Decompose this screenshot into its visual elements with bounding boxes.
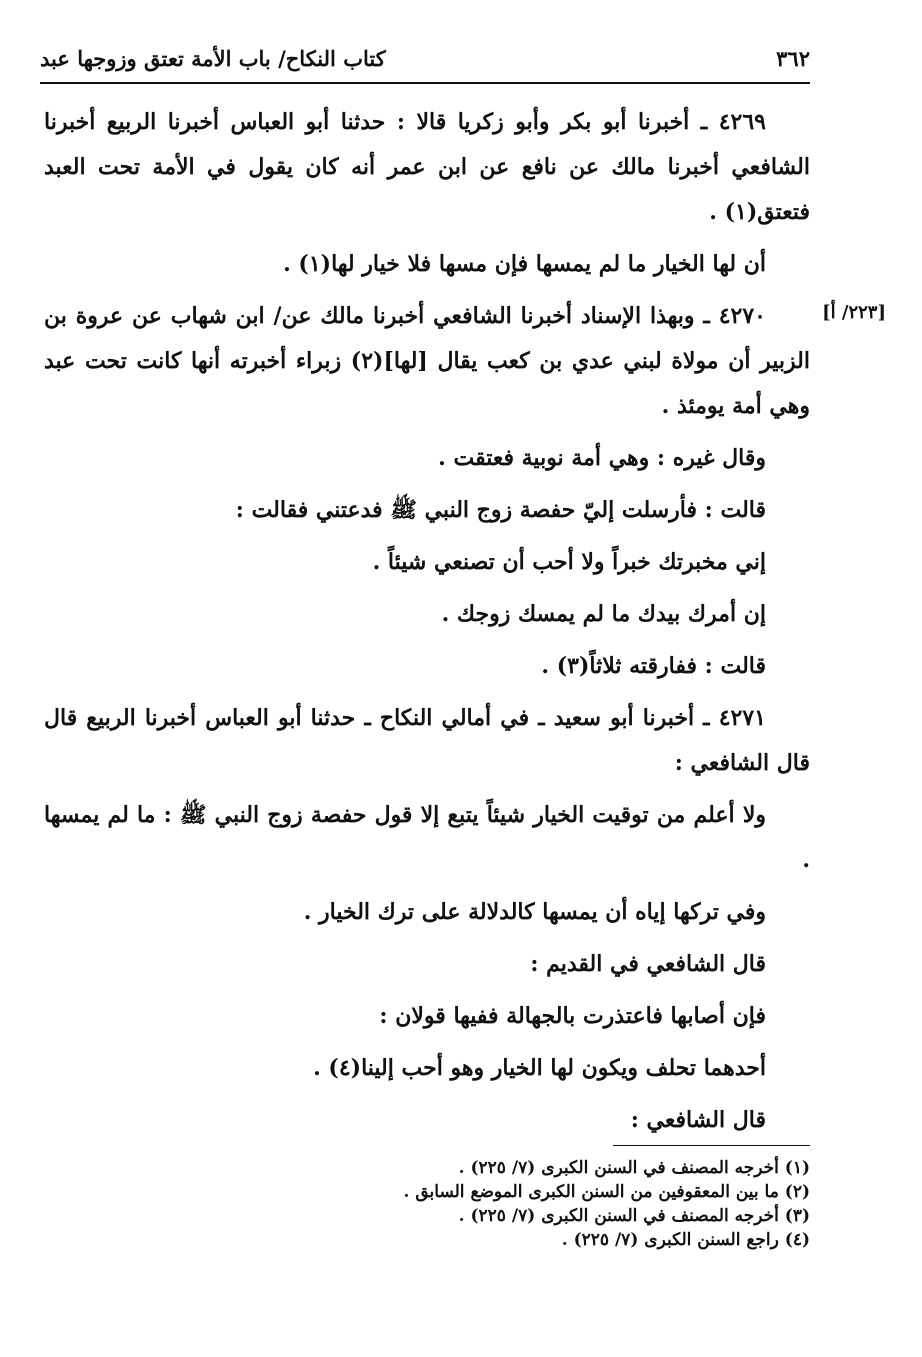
paragraph-qalat-arsalat: قالت : فأرسلت إليّ حفصة زوج النبي ﷺ فدعتني فقالت : xyxy=(235,497,766,523)
main-text xyxy=(44,100,810,1150)
footnote-4: (٤) راجع السنن الكبرى (٧/ ٢٢٥) . xyxy=(561,1230,810,1250)
header-divider xyxy=(40,82,810,84)
paragraph-amruki: إن أمرك بيدك ما لم يمسك زوجك . xyxy=(441,601,766,627)
paragraph-khiyar: أن لها الخيار ما لم يمسها فإن مسها فلا خيار لها(١) . xyxy=(283,251,766,277)
footnote-2: (٢) ما بين المعقوفين من السنن الكبرى الموضع السابق . xyxy=(403,1182,810,1202)
paragraph-qala-ghayruhu: وقال غيره : وهي أمة نوبية فعتقت . xyxy=(438,445,766,471)
manuscript-folio-note: [٢٢٣/ أ] xyxy=(822,302,886,323)
paragraph-qadim: قال الشافعي في القديم : xyxy=(530,951,766,977)
paragraph-tawqit: ولا أعلم من توقيت الخيار شيئاً يتبع إلا قول حفصة زوج النبي ﷺ : ما لم يمسها . xyxy=(44,802,810,873)
hadith-4270: ٤٢٧٠ ـ وبهذا الإسناد أخبرنا الشافعي أخبرنا مالك عن/ ابن شهاب عن عروة بن الزبير أن مولاة لبني عدي بن كعب يقال [لها](٢) زبراء أخبرته أنها كانت تحت عبد وهي أمة يومئذ . xyxy=(44,303,810,419)
paragraph-asabaha: فإن أصابها فاعتذرت بالجهالة ففيها قولان : xyxy=(379,1003,766,1029)
paragraph-ahaduhuma: أحدهما تحلف ويكون لها الخيار وهو أحب إلينا(٤) . xyxy=(313,1055,766,1081)
running-header xyxy=(40,38,810,78)
hadith-4271: ٤٢٧١ ـ أخبرنا أبو سعيد ـ في أمالي النكاح ـ حدثنا أبو العباس أخبرنا الربيع قال قال الشافعي : xyxy=(44,705,810,776)
paragraph-mukhbiratuki: إني مخبرتك خبراً ولا أحب أن تصنعي شيئاً . xyxy=(372,549,766,575)
footnote-1: (١) أخرجه المصنف في السنن الكبرى (٧/ ٢٢٥) . xyxy=(458,1158,810,1178)
footnote-3: (٣) أخرجه المصنف في السنن الكبرى (٧/ ٢٢٥) . xyxy=(458,1206,810,1226)
paragraph-qala-shafii: قال الشافعي : xyxy=(630,1107,766,1133)
page-number: ٣٦٢ xyxy=(776,45,810,71)
paragraph-tarkiha: وفي تركها إياه أن يمسها كالدلالة على ترك الخيار . xyxy=(303,899,766,925)
paragraph-fafaraqathu: قالت : ففارقته ثلاثاً(٣) . xyxy=(541,653,766,679)
chapter-title: كتاب النكاح/ باب الأمة تعتق وزوجها عبد xyxy=(40,45,386,71)
footnote-divider xyxy=(613,1145,810,1146)
hadith-4269: ٤٢٦٩ ـ أخبرنا أبو بكر وأبو زكريا قالا : حدثنا أبو العباس أخبرنا الربيع أخبرنا الشافعي أخبرنا مالك عن نافع عن ابن عمر أنه كان يقول في الأمة تحت العبد فتعتق(١) . xyxy=(44,109,810,225)
footnotes xyxy=(260,1156,810,1252)
